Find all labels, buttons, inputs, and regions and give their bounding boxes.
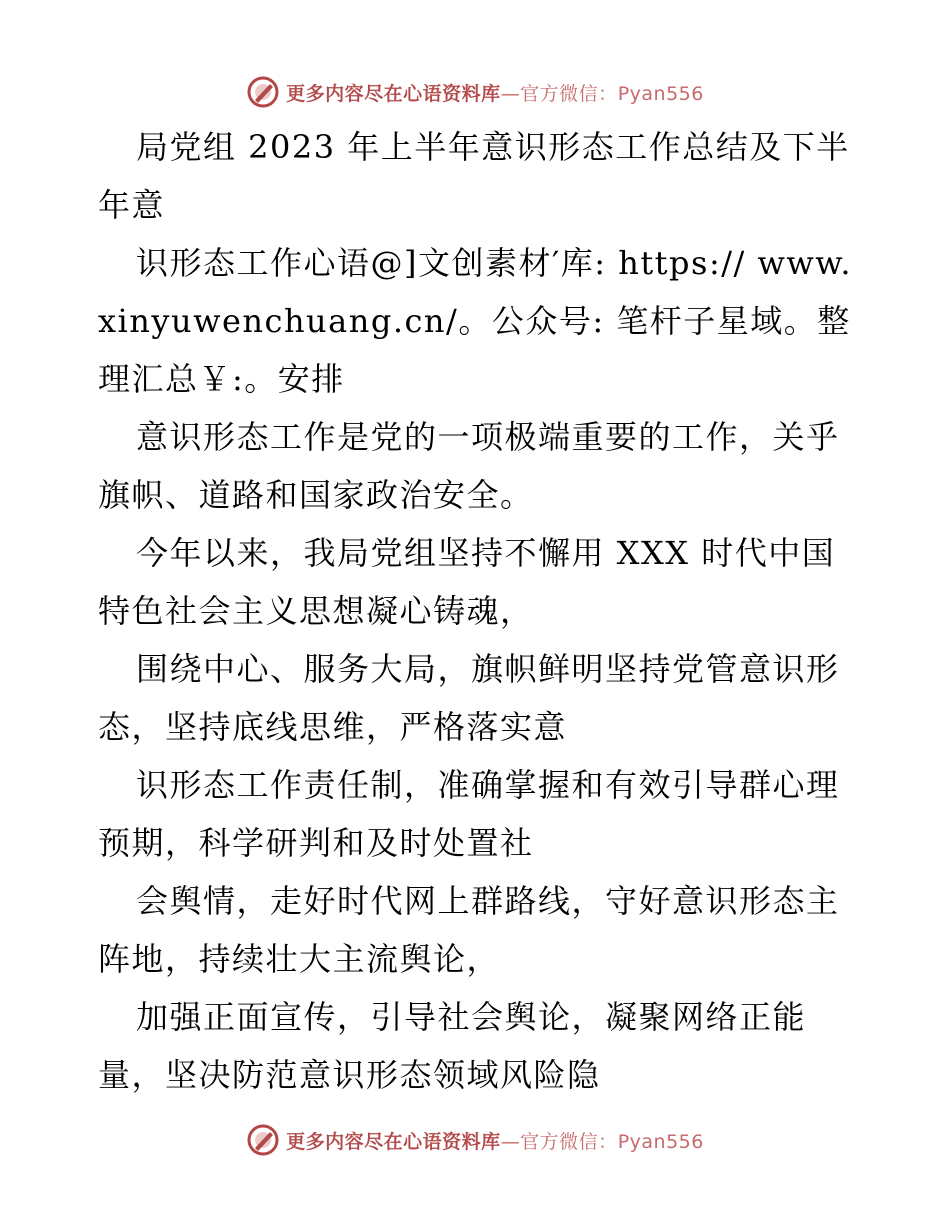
footer-banner-wechat: Pyan556 [617, 1130, 704, 1153]
document-title-paragraph: 局党组 2023 年上半年意识形态工作总结及下半年意 [98, 128, 850, 224]
header-banner-text [286, 79, 704, 106]
pen-seal-icon [246, 75, 280, 109]
document-body [98, 118, 858, 1104]
pen-seal-icon [246, 1123, 280, 1157]
document-paragraph: 意识形态工作是党的一项极端重要的工作，关乎旗帜、道路和国家政治安全。 [98, 418, 840, 514]
document-paragraph: 今年以来，我局党组坚持不懈用 XXX 时代中国特色社会主义思想凝心铸魂， [98, 534, 836, 630]
header-banner-main: 更多内容尽在心语资料库 [286, 82, 501, 105]
footer-banner [0, 1120, 950, 1160]
footer-banner-text [286, 1127, 704, 1154]
footer-banner-sep: — [500, 1130, 521, 1153]
header-banner-tail: 官方微信： [520, 82, 618, 105]
document-paragraph: 识形态工作心语@]文创素材′库: https:// www.xinyuwenchuang.cn/。公众号: 笔杆子星域。整理汇总￥:。安排 [98, 244, 853, 398]
footer-banner-tail: 官方微信： [520, 1130, 618, 1153]
footer-banner-main: 更多内容尽在心语资料库 [286, 1130, 501, 1153]
document-paragraph: 加强正面宣传，引导社会舆论，凝聚网络正能量，坚决防范意识形态领域风险隐 [98, 998, 807, 1094]
header-banner-wechat: Pyan556 [617, 82, 704, 105]
document-paragraph: 围绕中心、服务大局，旗帜鲜明坚持党管意识形态，坚持底线思维，严格落实意 [98, 650, 840, 746]
document-paragraph: 会舆情，走好时代网上群路线，守好意识形态主阵地，持续壮大主流舆论， [98, 882, 840, 978]
header-banner [0, 72, 950, 112]
document-paragraph: 识形态工作责任制，准确掌握和有效引导群心理预期，科学研判和及时处置社 [98, 766, 840, 862]
header-banner-sep: — [500, 82, 521, 105]
